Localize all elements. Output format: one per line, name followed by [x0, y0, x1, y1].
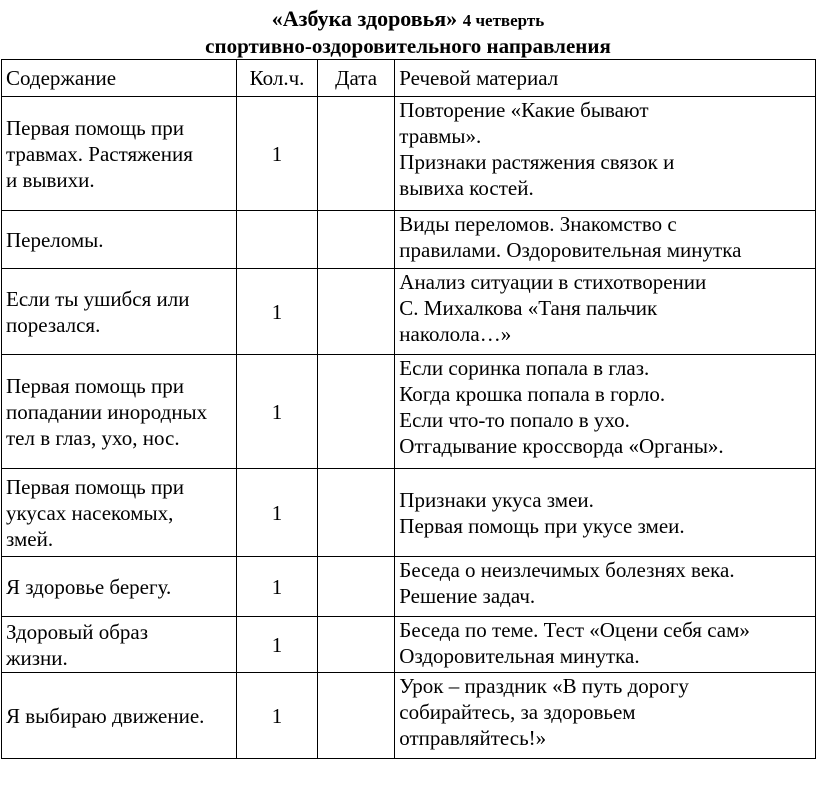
material-line: Виды переломов. Знакомство с: [399, 212, 677, 236]
cell-material: [395, 211, 816, 269]
content-line: попадании инородных: [6, 399, 208, 424]
material-line: Признаки растяжения связок и: [399, 150, 675, 174]
content-line: Первая помощь при: [6, 115, 184, 140]
lesson-plan-table: [1, 59, 816, 759]
column-header-material: Речевой материал: [395, 60, 816, 97]
content-line: укусах насекомых,: [6, 500, 174, 525]
cell-material: [395, 673, 816, 759]
material-line: Первая помощь при укусе змеи.: [399, 513, 685, 538]
content-line: и вывихи.: [6, 167, 95, 192]
document-subtitle: спортивно-оздоровительного направления: [205, 34, 611, 58]
material-line: Урок – праздник «В путь дорогу: [399, 674, 689, 698]
content-line: Я выбираю движение.: [6, 703, 205, 728]
title-text: «Азбука здоровья»: [271, 6, 458, 31]
table-header-row: [2, 60, 816, 97]
cell-content: [2, 617, 237, 673]
table-row: [2, 211, 816, 269]
content-line: Первая помощь при: [6, 373, 184, 398]
content-line: порезался.: [6, 312, 101, 337]
content-line: Первая помощь при: [6, 474, 184, 499]
content-line: змей.: [6, 526, 54, 551]
cell-date: [317, 355, 394, 469]
table-row: [2, 557, 816, 617]
table-row: [2, 269, 816, 355]
document-title: [0, 6, 816, 32]
table-row: [2, 355, 816, 469]
material-line: травмы».: [399, 124, 482, 148]
material-line: вывиха костей.: [399, 176, 534, 200]
material-line: Оздоровительная минутка.: [399, 644, 640, 668]
cell-material: [395, 355, 816, 469]
table-row: [2, 673, 816, 759]
cell-hours: 1: [237, 557, 318, 617]
material-line: Отгадывание кроссворда «Органы».: [399, 434, 724, 458]
content-line: Переломы.: [6, 227, 104, 252]
cell-hours: 1: [237, 469, 318, 557]
cell-material: [395, 617, 816, 673]
material-line: правилами. Оздоровительная минутка: [399, 238, 742, 262]
material-line: Беседа по теме. Тест «Оцени себя сам»: [399, 618, 750, 642]
column-header-hours: Кол.ч.: [237, 60, 318, 97]
cell-date: [317, 673, 394, 759]
material-line: Решение задач.: [399, 584, 536, 608]
cell-material: [395, 469, 816, 557]
material-line: Анализ ситуации в стихотворении: [399, 270, 707, 294]
material-line: Повторение «Какие бывают: [399, 98, 649, 122]
cell-date: [317, 469, 394, 557]
content-line: Здоровый образ: [6, 619, 148, 644]
cell-material: [395, 97, 816, 211]
cell-material: [395, 269, 816, 355]
cell-content: [2, 673, 237, 759]
cell-material: [395, 557, 816, 617]
content-line: тел в глаз, ухо, нос.: [6, 425, 180, 450]
material-line: Если что-то попало в ухо.: [399, 408, 630, 432]
cell-date: [317, 557, 394, 617]
content-line: жизни.: [6, 645, 68, 670]
material-line: Когда крошка попала в горло.: [399, 382, 666, 406]
cell-date: [317, 269, 394, 355]
table-row: [2, 617, 816, 673]
cell-hours: 1: [237, 355, 318, 469]
table-row: [2, 97, 816, 211]
cell-content: [2, 469, 237, 557]
column-header-content: Содержание: [2, 60, 237, 97]
cell-hours: 1: [237, 97, 318, 211]
cell-date: [317, 617, 394, 673]
cell-date: [317, 211, 394, 269]
material-line: собирайтесь, за здоровьем: [399, 700, 636, 724]
material-line: наколола…»: [399, 322, 512, 346]
quarter-label: 4 четверть: [462, 11, 545, 30]
cell-content: [2, 97, 237, 211]
cell-hours: [237, 211, 318, 269]
content-line: Если ты ушибся или: [6, 286, 190, 311]
content-line: травмах. Растяжения: [6, 141, 193, 166]
material-line: Признаки укуса змеи.: [399, 487, 594, 512]
table-body: [2, 97, 816, 759]
cell-hours: 1: [237, 269, 318, 355]
cell-hours: 1: [237, 617, 318, 673]
material-line: Беседа о неизлечимых болезнях века.: [399, 558, 735, 582]
material-line: С. Михалкова «Таня пальчик: [399, 296, 658, 320]
cell-hours: 1: [237, 673, 318, 759]
cell-content: [2, 557, 237, 617]
table-row: [2, 469, 816, 557]
material-line: Если соринка попала в глаз.: [399, 356, 650, 380]
cell-content: [2, 355, 237, 469]
content-line: Я здоровье берегу.: [6, 574, 172, 599]
material-line: отправляйтесь!»: [399, 726, 547, 750]
column-header-date: Дата: [317, 60, 394, 97]
cell-content: [2, 269, 237, 355]
cell-content: [2, 211, 237, 269]
cell-date: [317, 97, 394, 211]
